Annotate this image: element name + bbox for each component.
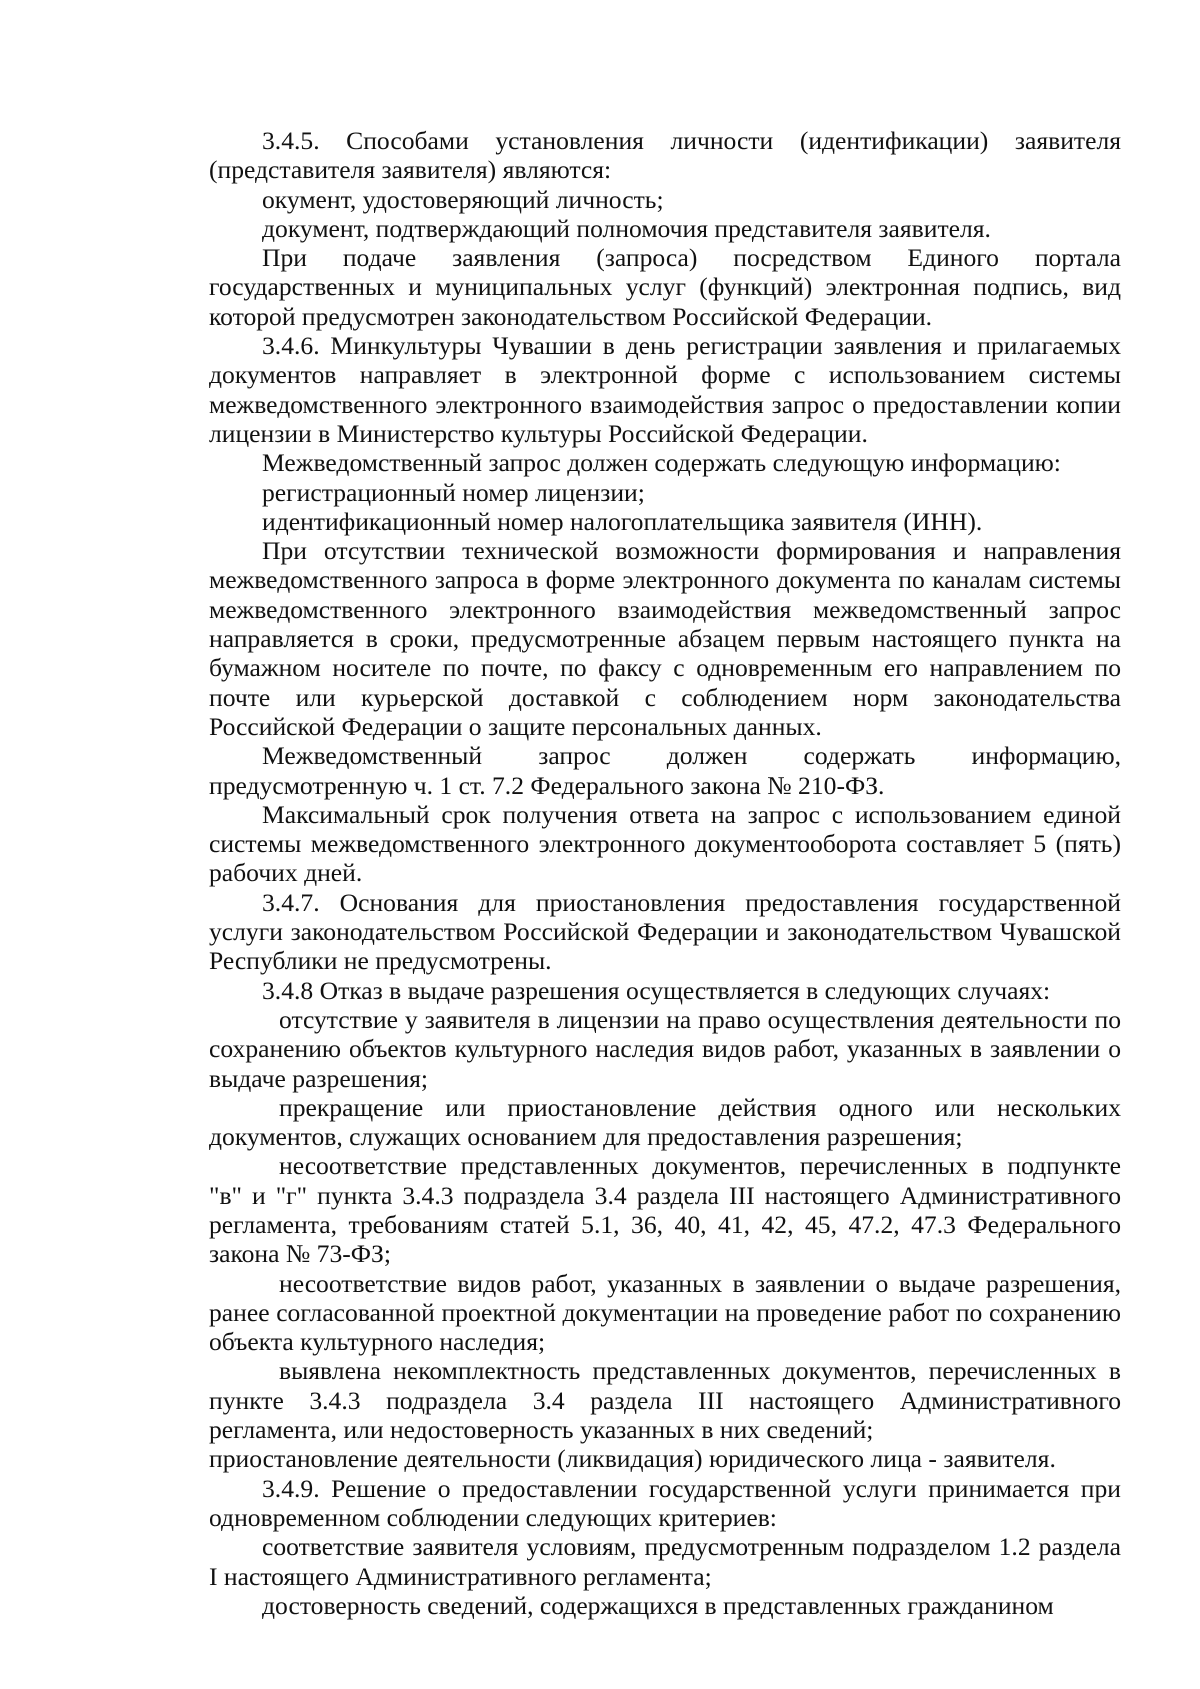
paragraph-refusal-liquidation: приостановление деятельности (ликвидация) юридического лица - заявителя. <box>209 1444 1056 1474</box>
paragraph-criteria-conditions: соответствие заявителя условиям, предусмотренным подразделом 1.2 раздела I настоящего Административного регламента; <box>209 1532 1121 1591</box>
paragraph-3-4-9: 3.4.9. Решение о предоставлении государственной услуги принимается при одновременном соблюдении следующих критериев: <box>209 1473 1121 1532</box>
paragraph-3-4-7: 3.4.7. Основания для приостановления предоставления государственной услуги законодательством Российской Федерации и законодательством Чувашской Республики не предусмотрены. <box>209 887 1121 976</box>
paragraph-identity-document: окумент, удостоверяющий личность; <box>262 184 664 214</box>
paragraph-criteria-reliability: достоверность сведений, содержащихся в представленных гражданином <box>262 1590 1054 1620</box>
paragraph-3-4-5: 3.4.5. Способами установления личности (идентификации) заявителя (представителя заявителя) являются: <box>209 126 1121 185</box>
paragraph-3-4-8: 3.4.8 Отказ в выдаче разрешения осуществляется в следующих случаях: <box>262 975 1051 1005</box>
paragraph-portal-signature: При подаче заявления (запроса) посредством Единого портала государственных и муниципальных услуг (функций) электронная подпись, вид которой предусмотрен законодательством Российской Федерации. <box>209 243 1121 331</box>
paragraph-refusal-termination: прекращение или приостановление действия одного или нескольких документов, служащих основанием для предоставления разрешения; <box>209 1092 1121 1152</box>
paragraph-inn: идентификационный номер налогоплательщика заявителя (ИНН). <box>262 506 983 536</box>
paragraph-refusal-incomplete: выявлена некомплектность представленных документов, перечисленных в пункте 3.4.3 подраздела 3.4 раздела III настоящего Административного регламента, или недостоверность указанных в них сведений; <box>209 1356 1121 1445</box>
paragraph-3-4-6: 3.4.6. Минкультуры Чувашии в день регистрации заявления и прилагаемых документов направляет в электронной форме с использованием системы межведомственного электронного взаимодействия запрос о предоставлении копии лицензии в Министерство культуры Российской Федерации. <box>209 331 1121 448</box>
paragraph-refusal-mismatch-documents: несоответствие представленных документов, перечисленных в подпункте "в" и "г" пункта 3.4.3 подраздела 3.4 раздела III настоящего Административного регламента, требованиям статей 5.1, 36, 40, 41, 42, 45, 47.2, 47.3 Федерального закона № 73-ФЗ; <box>209 1151 1121 1269</box>
paragraph-no-technical-possibility: При отсутствии технической возможности формирования и направления межведомственного запроса в форме электронного документа по каналам системы межведомственного электронного взаимодействия межведомственный запрос направляется в сроки, предусмотренные абзацем первым настоящего пункта на бумажном носителе по почте, по факсу с одновременным его направлением по почте или курьерской доставкой с соблюдением норм законодательства Российской Федерации о защите персональных данных. <box>209 536 1121 741</box>
paragraph-license-number: регистрационный номер лицензии; <box>262 477 645 507</box>
document-body <box>209 126 1121 1620</box>
paragraph-request-info: Межведомственный запрос должен содержать следующую информацию: <box>262 448 1061 478</box>
paragraph-authority-document: документ, подтверждающий полномочия представителя заявителя. <box>262 213 991 243</box>
paragraph-refusal-license: отсутствие у заявителя в лицензии на право осуществления деятельности по сохранению объектов культурного наследия видов работ, указанных в заявлении о выдаче разрешения; <box>209 1004 1121 1093</box>
paragraph-request-content: Межведомственный запрос должен содержать информацию, предусмотренную ч. 1 ст. 7.2 Федерального закона № 210-ФЗ. <box>209 741 1121 800</box>
paragraph-refusal-mismatch-works: несоответствие видов работ, указанных в заявлении о выдаче разрешения, ранее согласованной проектной документации на проведение работ по сохранению объекта культурного наследия; <box>209 1268 1121 1357</box>
paragraph-max-response-time: Максимальный срок получения ответа на запрос с использованием единой системы межведомственного электронного документооборота составляет 5 (пять) рабочих дней. <box>209 799 1121 888</box>
